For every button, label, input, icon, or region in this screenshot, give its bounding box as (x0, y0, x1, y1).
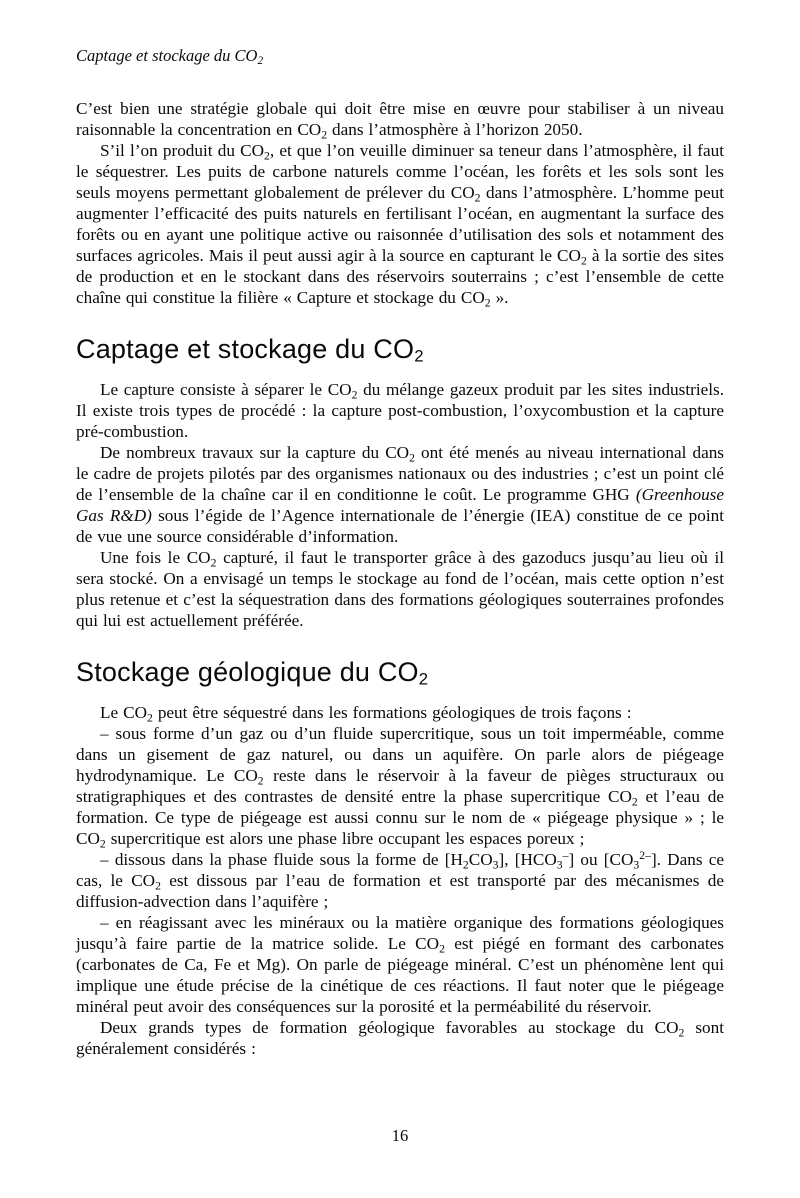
paragraph-types-de-capture: Le capture consiste à séparer le $CO_2$ du mélange gazeux produit par les sites industriels. Il existe trois types de procédé : la capture post-combustion, l’oxycombustion et la capture pré-combustion. (76, 380, 724, 441)
page-number: 16 (391, 1126, 409, 1145)
paragraph-programme-ghg: De nombreux travaux sur la capture du $CO_2$ ont été menés au niveau international dans le cadre de projets pilotés par des organismes nationaux ou des industries ; c’est un point clé de l’ensemble de la chaîne car il en conditionne le coût. Le programme GHG (Greenhouse Gas R&D) sous l’égide de l’Agence internationale de l’énergie (IEA) constitue de ce point de vue une source considérable d’information. (76, 443, 724, 546)
paragraph-strategie-globale: C’est bien une stratégie globale qui doit être mise en œuvre pour stabiliser à un niveau raisonnable la concentration en $CO_2$ dans l’atmosphère à l’horizon 2050. (76, 99, 724, 142)
bullet-piegeage-mineral: – en réagissant avec les minéraux ou la matière organique des formations géologiques jusqu’à faire partie de la matrice solide. Le $CO_2$ est piégé en formant des carbonates (carbonates de Ca, Fe et Mg). On parle de piégeage minéral. C’est un phénomène lent qui implique une étude précise de la cinétique de ces réactions. Il faut noter que le piégeage minéral peut avoir des conséquences sur la porosité et la perméabilité du réservoir. (76, 913, 725, 1016)
section-heading-stockage-geologique: Stockage géologique du $CO_2$ (76, 657, 429, 689)
section-heading-captage-stockage: Captage et stockage du $CO_2$ (76, 334, 424, 366)
running-header-text: Captage et stockage du $CO_2$ (76, 46, 264, 68)
paragraph-trois-facons: Le $CO_2$ peut être séquestré dans les formations géologiques de trois façons : (100, 703, 632, 725)
paragraph-deux-grands-types: Deux grands types de formation géologique favorables au stockage du $CO_2$ sont généralement considérés : (76, 1018, 724, 1058)
running-header (76, 46, 724, 66)
page-footer (0, 1126, 800, 1146)
bullet-dissous-phase-fluide: – dissous dans la phase fluide sous la forme de $[H_2CO_3]$, $[HCO_3^-]$ ou $[CO_3^{2-}]$. Dans ce cas, le $CO_2$ est dissous par l’eau de formation et est transporté par des mécanismes de diffusion-advection dans l’aquifère ; (76, 849, 724, 911)
paragraph-puits-de-carbone: S’il l’on produit du $CO_2$, et que l’on veuille diminuer sa teneur dans l’atmosphère, il faut le séquestrer. Les puits de carbone naturels comme l’océan, les forêts et les sols sont les seuls moyens permettant globalement de prélever du $CO_2$ dans l’atmosphère. L’homme peut augmenter l’efficacité des puits naturels en fertilisant l’océan, en augmentant la surface des forêts ou en ayant une politique active ou raisonnée d’utilisation des sols et notamment des surfaces agricoles. Mais il peut aussi agir à la source en capturant le $CO_2$ à la sortie des sites de production et en le stockant dans des réservoirs souterrains ; c’est l’ensemble de cette chaîne qui constitue la filière « Capture et stockage du $CO_2$ ». (76, 141, 725, 310)
paragraph-transport-gazoducs: Une fois le $CO_2$ capturé, il faut le transporter grâce à des gazoducs jusqu’au lieu où il sera stocké. On a envisagé un temps le stockage au fond de l’océan, mais cette option n’est plus retenue et c’est la séquestration dans des formations géologiques souterraines profondes qui lui est actuellement préférée. (76, 548, 724, 630)
bullet-piegeage-hydrodynamique: – sous forme d’un gaz ou d’un fluide supercritique, sous un toit imperméable, comme dans un gisement de gaz naturel, ou dans un aquifère. On parle alors de piégeage hydrodynamique. Le $CO_2$ reste dans le réservoir à la faveur de pièges structuraux ou stratigraphiques et des contrastes de densité entre la phase supercritique $CO_2$ et l’eau de formation. Ce type de piégeage est aussi connu sur le nom de « piégeage physique » ; le $CO_2$ supercritique est alors une phase libre occupant les espaces poreux ; (76, 724, 725, 851)
page-body (76, 98, 724, 1059)
